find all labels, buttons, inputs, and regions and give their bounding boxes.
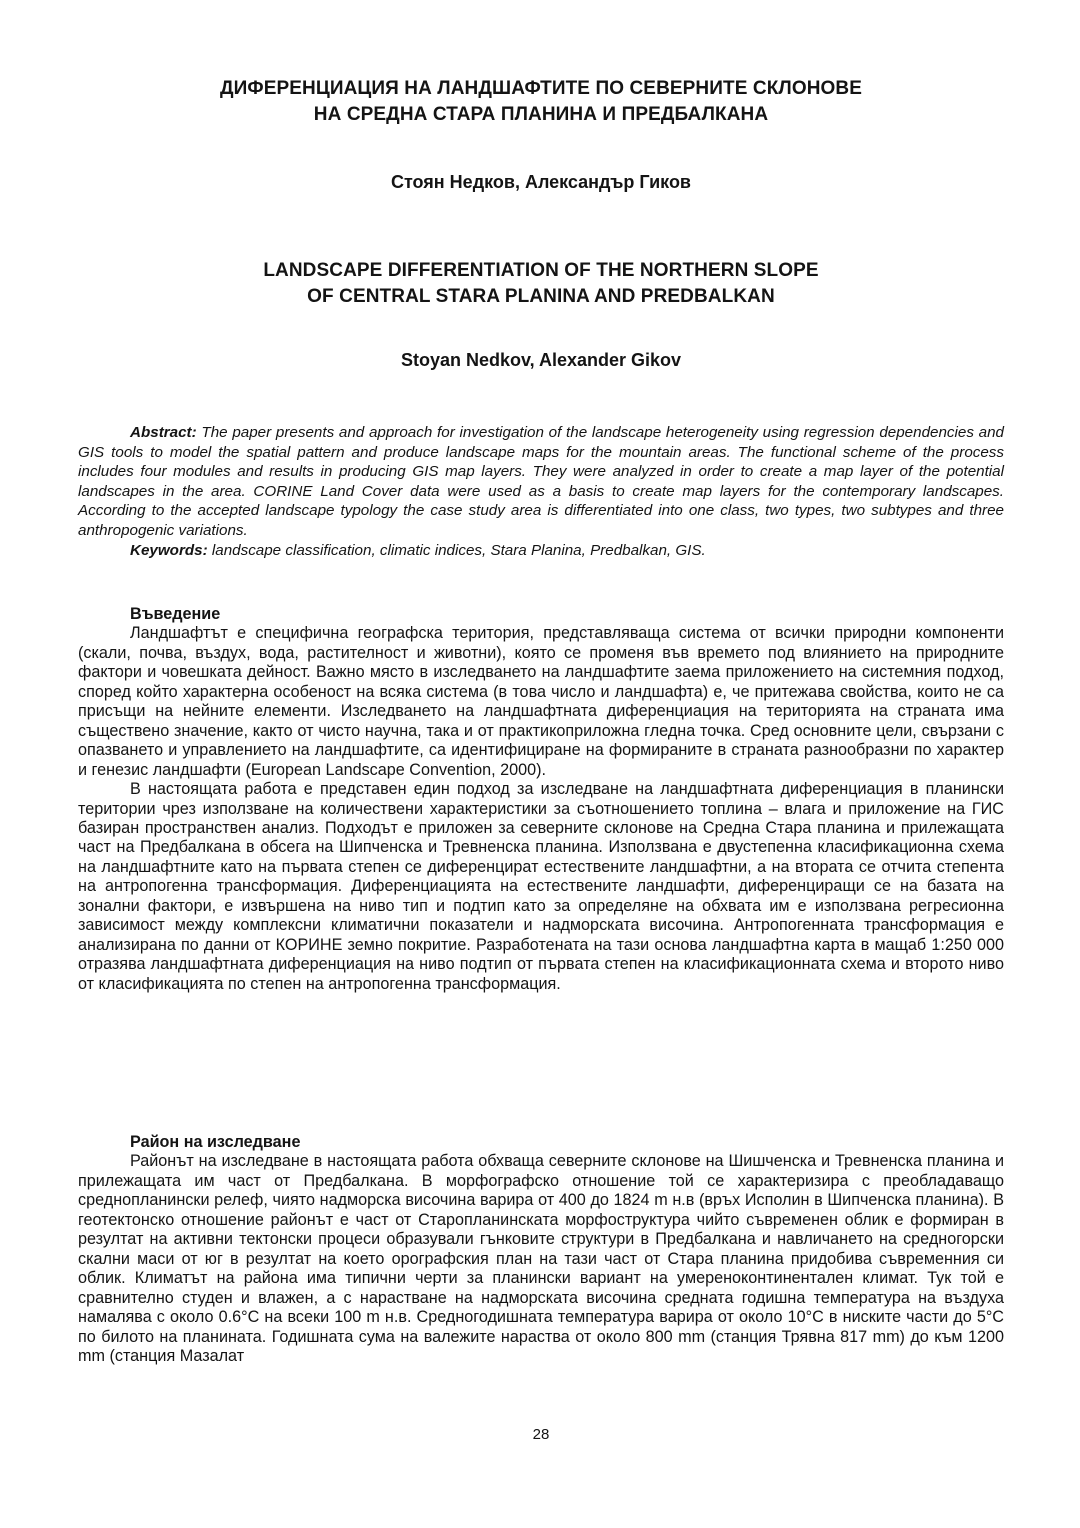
introduction-paragraph-2: В настоящата работа е представен един подход за изследване на ландшафтната диференциация в планински територии чрез използване на количествени характеристики за съотношението топлина – влага и приложение на ГИС базиран пространствен анализ. Подходът е приложен за северните склонове на Средна Стара планина и прилежащата част на Предбалкана в обсега на Шипченска и Тревненска планина. Използвана е двустепенна класификационна схема на ландшафтните като на първата степен се диференцират естествените ландшафтни, а на втората се отчита степента на антропогенна трансформация. Диференциацията на естествените ландшафти, диференциращи се на базата на зонални фактори, е извършена на ниво тип и подтип като за определяне на обхвата им е използвана регресионна зависимост между комплексни климатични показатели и надморската височина. Антропогенната трансформация е анализирана по данни от КОРИНЕ земно покритие. Разработената на тази основа ландшафтна карта в мащаб 1:250 000 отразява ландшафтната диференциация на ниво подтип от първата степен на класификационната схема и второто ниво от класификацията по степен на антропогенна трансформация.	[78, 780, 1004, 993]
study-area-paragraph-1: Районът на изследване в настоящата работа обхваща северните склонове на Шишченска и Тревненска планина и прилежащата им част от Предбалкана. В морфографско отношение той се характеризира с преобладаващо среднопланински релеф, чиято надморска височина варира от 400 до 1824 m н.в (връх Исполин в Шипченска планина). В геотектонско отношение районът е част от Старопланинската морфоструктура чийто съвременен облик е формиран в резултат на активни тектонски процеси образували гънковите структури в Предбалкана и навличането на средногорски скални маси от юг в резултат на което орографския план на тази част от Стара планина придобива съвременния си облик. Климатът на района има типични черти за планински вариант на умереноконтинентален климат. Тук той е сравнително студен и влажен, а с нарастване на надморската височина средната годишна температура на въздуха намалява с около 0.6°C на всеки 100 m н.в. Средногодишната температура варира от около 10°C в ниските части до 5°C по билото на планината. Годишната сума на валежите нараства от около 800 mm (станция Трявна 817 mm) до към 1200 mm (станция Мазалат	[78, 1152, 1004, 1365]
bulgarian-title-line-1: ДИФЕРЕНЦИАЦИЯ НА ЛАНДШАФТИТЕ ПО СЕВЕРНИТЕ СКЛОНОВЕ	[220, 78, 862, 99]
english-title-line-2: OF CENTRAL STARA PLANINA AND PREDBALKAN	[307, 286, 775, 307]
bulgarian-title-line-2: НА СРЕДНА СТАРА ПЛАНИНА И ПРЕДБАЛКАНА	[313, 104, 769, 125]
introduction-heading: Въведение	[130, 605, 221, 623]
bulgarian-authors: Стоян Недков, Александър Гиков	[390, 172, 692, 192]
abstract-label: Abstract:	[130, 424, 197, 441]
keywords-label: Keywords:	[130, 541, 208, 559]
keywords-paragraph	[78, 541, 1004, 561]
english-title	[78, 258, 1004, 310]
bulgarian-title	[78, 76, 1004, 128]
abstract-paragraph	[78, 423, 1004, 541]
abstract-text: The paper presents and approach for investigation of the landscape heterogeneity using regression dependencies and GIS tools to model the spatial pattern and produce landscape maps for the mountain areas. The functional scheme of the process includes four modules and results in producing GIS map layers. They were analyzed in order to create a map layer of the potential landscapes in the area. CORINE Land Cover data were used as a basis to create map layers for the contemporary landscapes. According to the accepted landscape typology the case study area is differentiated into one class, two types, two subtypes and three anthropogenic variations.	[78, 424, 1004, 539]
study-area-heading: Район на изследване	[130, 1133, 301, 1151]
abstract-block	[78, 423, 1004, 560]
english-title-line-1: LANDSCAPE DIFFERENTIATION OF THE NORTHERN SLOPE	[263, 260, 819, 281]
study-area-section	[78, 1133, 1004, 1366]
introduction-paragraph-1: Ландшафтът е специфична географска територия, представляваща система от всички природни компоненти (скали, почва, въздух, вода, растителност и животни), която се променя във времето под влиянието на природните фактори и човешката дейност. Важно място в изследването на ландшафтите заема приложението на системния подход, според който характерна особеност на всяка система (в това число и ландшафта) е, че притежава свойства, които не са присъщи на нейните елементи. Изследването на ландшафтната диференциация на територията на страната има съществено значение, както от чисто научна, така и от практикоприложна гледна точка. Сред основните цели, свързани с опазването и управлението на ландшафтите, са идентифициране на формираните в страната разнообразни по характер и генезис ландшафти (European Landscape Convention, 2000).	[78, 624, 1004, 779]
english-authors: Stoyan Nedkov, Alexander Gikov	[400, 350, 682, 370]
introduction-section	[78, 605, 1004, 994]
keywords-text: landscape classification, climatic indices, Stara Planina, Predbalkan, GIS.	[211, 541, 706, 559]
paper-page	[78, 0, 1004, 1528]
page-number: 28	[532, 1426, 550, 1443]
